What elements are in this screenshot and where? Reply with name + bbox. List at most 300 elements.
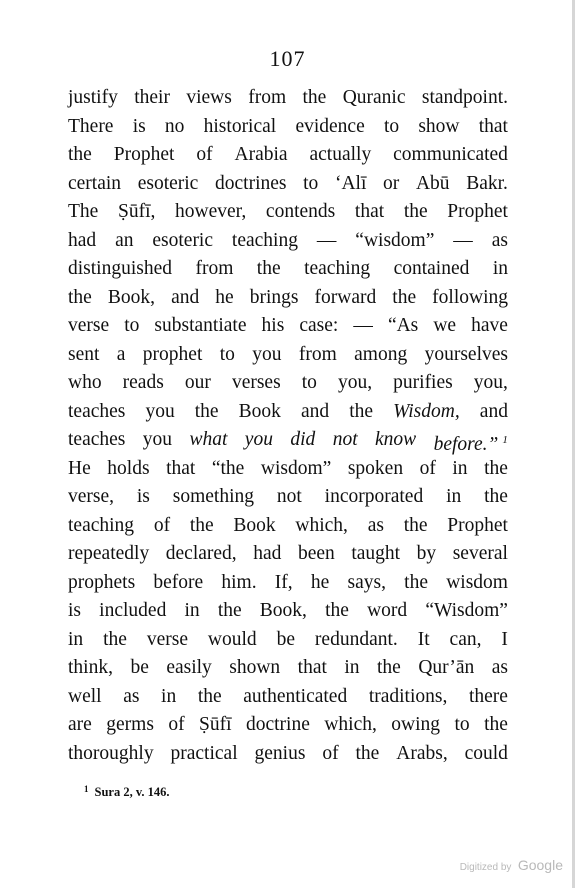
word — [484, 483, 508, 512]
word — [343, 84, 406, 113]
text-line — [68, 740, 508, 769]
word — [68, 198, 98, 227]
word — [425, 597, 508, 626]
text-line — [68, 141, 508, 170]
word-text: Arabs, — [396, 742, 448, 764]
word — [492, 227, 508, 256]
word — [493, 255, 508, 284]
word — [452, 455, 467, 484]
word — [117, 341, 126, 370]
text-line — [68, 369, 508, 398]
word — [114, 141, 175, 170]
word — [348, 455, 403, 484]
word — [255, 740, 306, 769]
word — [355, 198, 384, 227]
word-text: germs — [106, 714, 154, 735]
word-text: verse — [146, 628, 188, 650]
word — [275, 569, 293, 598]
word — [418, 113, 459, 142]
footnote-reference: 1 — [502, 434, 508, 446]
word — [492, 654, 508, 683]
word-text: the — [68, 286, 92, 308]
word-text: historical — [203, 115, 277, 137]
word-text: the — [103, 628, 127, 650]
word — [143, 426, 172, 455]
word — [195, 255, 233, 284]
text-line — [68, 170, 508, 199]
text-line — [68, 512, 508, 541]
word — [299, 341, 337, 370]
word-text: that — [478, 115, 508, 137]
word-text: that — [297, 657, 327, 678]
body-text — [68, 84, 508, 768]
word — [433, 312, 456, 341]
word-text: teaching — [68, 514, 135, 536]
word-text: the — [302, 87, 327, 108]
word-text: been — [297, 543, 335, 564]
word-text: doctrine — [245, 714, 310, 735]
word-text: before.” — [433, 434, 499, 455]
word — [130, 654, 148, 683]
word-text: Prophet — [113, 144, 175, 165]
word — [368, 512, 384, 541]
word-text: his — [261, 315, 285, 336]
word-text: verses — [231, 372, 281, 393]
word — [333, 426, 358, 455]
word-text: think, — [68, 657, 113, 678]
word-text: certain — [68, 172, 122, 194]
text-line — [68, 683, 508, 712]
word — [68, 740, 154, 769]
word-text: the — [484, 714, 508, 735]
word — [349, 398, 373, 427]
word — [469, 683, 508, 712]
text-line — [68, 113, 508, 142]
word-text: reads — [122, 372, 164, 393]
word — [68, 255, 172, 284]
text-line — [68, 455, 508, 484]
word-text: verse — [68, 315, 110, 336]
text-line — [68, 341, 508, 370]
word — [215, 284, 233, 313]
word-text: not — [332, 429, 358, 450]
word — [396, 740, 447, 769]
word — [301, 398, 329, 427]
word-text: you, — [337, 372, 373, 393]
word — [393, 141, 508, 170]
word — [375, 426, 416, 455]
word — [480, 398, 508, 427]
word-text: Bakr. — [466, 172, 508, 194]
word-text: have — [471, 315, 508, 336]
word — [317, 227, 337, 256]
word-text: is — [132, 115, 146, 137]
word — [212, 455, 244, 484]
word — [108, 284, 155, 313]
word-text: Book, — [107, 286, 156, 308]
word — [134, 84, 170, 113]
word — [147, 626, 188, 655]
word — [434, 426, 508, 455]
word-text: Book, — [259, 600, 307, 621]
word-text: to — [124, 315, 140, 336]
word — [392, 284, 416, 313]
word-text: redundant. — [314, 628, 398, 650]
word-text: the — [194, 400, 219, 422]
text-line — [68, 198, 508, 227]
word — [384, 113, 399, 142]
word — [303, 170, 318, 199]
word-text: evidence — [295, 115, 365, 137]
word-text: thoroughly — [68, 742, 154, 764]
word — [298, 654, 327, 683]
word — [266, 198, 335, 227]
word-text: following — [432, 286, 508, 308]
footnote-text: Sura 2, v. 146. — [94, 785, 170, 799]
word-text: no — [164, 115, 185, 137]
text-line — [68, 569, 508, 598]
word — [471, 312, 508, 341]
word-text: an — [115, 229, 134, 251]
word — [68, 227, 96, 256]
word-text: something — [172, 486, 255, 507]
word-text: Arabia — [234, 144, 288, 165]
word-text: in — [452, 457, 468, 479]
word — [68, 654, 113, 683]
word — [168, 711, 184, 740]
word-text: what — [189, 429, 228, 450]
word-text: as — [491, 657, 508, 678]
word-text: as — [123, 685, 140, 707]
word — [68, 540, 149, 569]
word-text: practical — [170, 742, 238, 764]
text-line — [68, 654, 508, 683]
word-text: you — [145, 400, 175, 422]
word — [446, 569, 508, 598]
word — [453, 540, 508, 569]
word — [261, 455, 331, 484]
word-text: in — [184, 600, 200, 621]
text-line — [68, 255, 508, 284]
word — [68, 369, 102, 398]
word-text: Qur’ān — [418, 657, 475, 678]
word — [190, 512, 214, 541]
text-line — [68, 540, 508, 569]
word — [68, 84, 118, 113]
word-text: yourselves — [424, 343, 508, 365]
word-text: the — [349, 400, 374, 422]
word — [68, 113, 113, 142]
word — [107, 455, 149, 484]
word-text: before — [153, 571, 204, 593]
word-text: did — [290, 429, 316, 450]
text-line — [68, 227, 508, 256]
footnote — [84, 784, 170, 800]
word-text: of — [153, 514, 171, 536]
word-text: owing — [391, 714, 441, 735]
text-line — [68, 426, 508, 455]
word — [199, 711, 232, 740]
word — [418, 626, 430, 655]
word — [479, 113, 508, 142]
word — [232, 227, 298, 256]
word — [204, 113, 277, 142]
word — [173, 483, 254, 512]
word — [103, 626, 127, 655]
word — [501, 626, 508, 655]
word — [248, 84, 286, 113]
word-text: of — [196, 144, 213, 165]
word — [484, 711, 508, 740]
word — [315, 284, 377, 313]
text-line — [68, 398, 508, 427]
word-text: word — [367, 600, 408, 621]
word-text: Prophet — [447, 201, 508, 222]
word — [391, 711, 440, 740]
word-text: easily — [166, 657, 212, 678]
word-text: It — [417, 628, 430, 650]
word-text: as — [491, 229, 508, 251]
word-text: the — [325, 600, 349, 621]
word-text: is — [68, 600, 82, 621]
word-text: — — [453, 229, 473, 251]
word-text: in — [446, 486, 462, 507]
word-text: standpoint. — [421, 87, 508, 108]
word — [68, 284, 92, 313]
word-text: the — [217, 600, 242, 621]
word-text: brings — [249, 286, 299, 308]
word-text: which, — [324, 714, 377, 735]
google-logo-text: Google — [517, 857, 563, 873]
word — [220, 341, 235, 370]
word — [454, 711, 469, 740]
word — [143, 341, 203, 370]
word-text: is — [136, 486, 150, 507]
word — [325, 483, 424, 512]
word — [322, 740, 338, 769]
word — [383, 170, 399, 199]
word-text: to — [454, 714, 470, 735]
text-line — [68, 483, 508, 512]
word-text: authenticated — [243, 685, 348, 707]
word-text: could — [464, 742, 508, 764]
word — [118, 198, 155, 227]
word — [106, 711, 154, 740]
word — [325, 597, 349, 626]
word-text: prophet — [142, 343, 203, 365]
word — [68, 341, 99, 370]
word — [235, 141, 288, 170]
word — [138, 170, 199, 199]
text-line — [68, 312, 508, 341]
word-text: purifies — [393, 372, 453, 393]
word — [367, 597, 407, 626]
word — [257, 255, 281, 284]
word-text: would — [207, 628, 257, 650]
word-text: “As — [387, 315, 419, 336]
word-text: to — [219, 343, 235, 365]
word — [245, 426, 273, 455]
word — [154, 512, 170, 541]
word — [262, 312, 285, 341]
word-text: the — [377, 657, 401, 678]
word-text: he — [310, 571, 330, 593]
word — [68, 398, 125, 427]
word-text: there — [468, 685, 508, 707]
word-text: the — [404, 571, 428, 593]
word — [171, 740, 238, 769]
word-text: in — [492, 258, 508, 279]
word-text: taught — [351, 543, 401, 564]
word-text: doctrines — [215, 172, 287, 194]
word — [418, 654, 474, 683]
word — [277, 626, 295, 655]
word — [68, 170, 121, 199]
word — [315, 626, 398, 655]
word — [453, 227, 473, 256]
word — [68, 426, 125, 455]
word-text: the — [68, 144, 92, 165]
word-text: Abū — [415, 172, 450, 194]
word — [124, 312, 139, 341]
word-text: he — [215, 286, 234, 308]
word-text: from — [248, 87, 287, 108]
word-text: to — [303, 172, 319, 194]
word — [302, 369, 317, 398]
word — [310, 141, 372, 170]
word-text: Ṣūfī, — [117, 201, 156, 222]
word-text: teaching — [304, 258, 371, 279]
word-text: can, — [449, 628, 482, 650]
word-text: Book — [238, 400, 281, 422]
word — [377, 654, 401, 683]
word — [243, 683, 347, 712]
word-text: who — [68, 372, 102, 393]
word — [68, 597, 81, 626]
word-text: and — [479, 400, 508, 422]
word-text: in — [68, 628, 84, 650]
word — [416, 170, 450, 199]
word — [68, 512, 134, 541]
word — [215, 170, 286, 199]
word — [115, 227, 133, 256]
word-text: I — [501, 628, 508, 650]
word-text: incorporated — [324, 486, 424, 507]
word — [298, 540, 335, 569]
word-text: teaching — [231, 229, 298, 251]
word — [123, 683, 139, 712]
word-text: the — [189, 514, 214, 536]
word — [186, 84, 232, 113]
word — [152, 227, 213, 256]
word-text: “wisdom” — [355, 229, 435, 251]
word — [356, 740, 380, 769]
word — [137, 483, 150, 512]
word — [394, 255, 470, 284]
word — [145, 398, 174, 427]
word-text: — — [353, 315, 373, 336]
word-text: distinguished — [68, 258, 173, 279]
word — [246, 711, 310, 740]
word-text: know — [375, 429, 417, 450]
word — [393, 398, 460, 427]
word — [311, 569, 329, 598]
word — [232, 369, 281, 398]
word-text: the — [484, 457, 508, 479]
word — [250, 284, 299, 313]
word — [166, 540, 237, 569]
word — [324, 711, 377, 740]
text-line — [68, 84, 508, 113]
word — [252, 341, 281, 370]
word-text: the — [403, 201, 428, 222]
word-text: as — [367, 514, 384, 536]
word — [420, 455, 436, 484]
word-text: says, — [347, 571, 386, 593]
word — [447, 198, 508, 227]
word-text: traditions, — [368, 685, 448, 707]
word-text: of — [168, 714, 185, 735]
word-text: the — [355, 742, 380, 764]
word-text: of — [322, 742, 339, 764]
word-text: contends — [265, 201, 336, 222]
word — [354, 341, 407, 370]
word — [68, 626, 83, 655]
word-text: and — [171, 286, 200, 308]
word-text: genius — [254, 742, 306, 764]
word — [253, 540, 281, 569]
word-text: included — [99, 600, 167, 621]
word-text: the — [256, 258, 281, 279]
word-text: actually — [309, 144, 372, 165]
word-text: spoken — [347, 457, 404, 479]
word — [388, 312, 418, 341]
word-text: substantiate — [154, 315, 247, 336]
word-text: show — [418, 115, 460, 137]
word-text: The — [68, 201, 99, 222]
word — [425, 341, 508, 370]
word — [195, 398, 219, 427]
text-line — [68, 711, 508, 740]
word-text: to — [383, 115, 400, 137]
word — [404, 512, 428, 541]
word-text: a — [116, 343, 126, 365]
word-text: you — [142, 429, 173, 450]
word-text: the — [484, 486, 508, 507]
word — [347, 569, 385, 598]
word — [99, 597, 166, 626]
word-text: He — [68, 457, 91, 479]
word — [229, 654, 280, 683]
word — [123, 369, 164, 398]
word — [165, 113, 185, 142]
word-text: wisdom — [446, 571, 508, 593]
text-line — [68, 626, 508, 655]
digitized-by-google-watermark — [460, 857, 563, 875]
word — [355, 227, 434, 256]
word — [344, 654, 359, 683]
word — [239, 398, 281, 427]
word-text: Prophet — [447, 514, 508, 536]
word — [304, 255, 370, 284]
word-text: several — [452, 543, 508, 564]
word — [369, 683, 448, 712]
word — [184, 597, 199, 626]
word-text: however, — [175, 201, 247, 222]
word-text: our — [184, 372, 211, 393]
word-text: you — [244, 429, 273, 450]
word — [335, 170, 366, 199]
